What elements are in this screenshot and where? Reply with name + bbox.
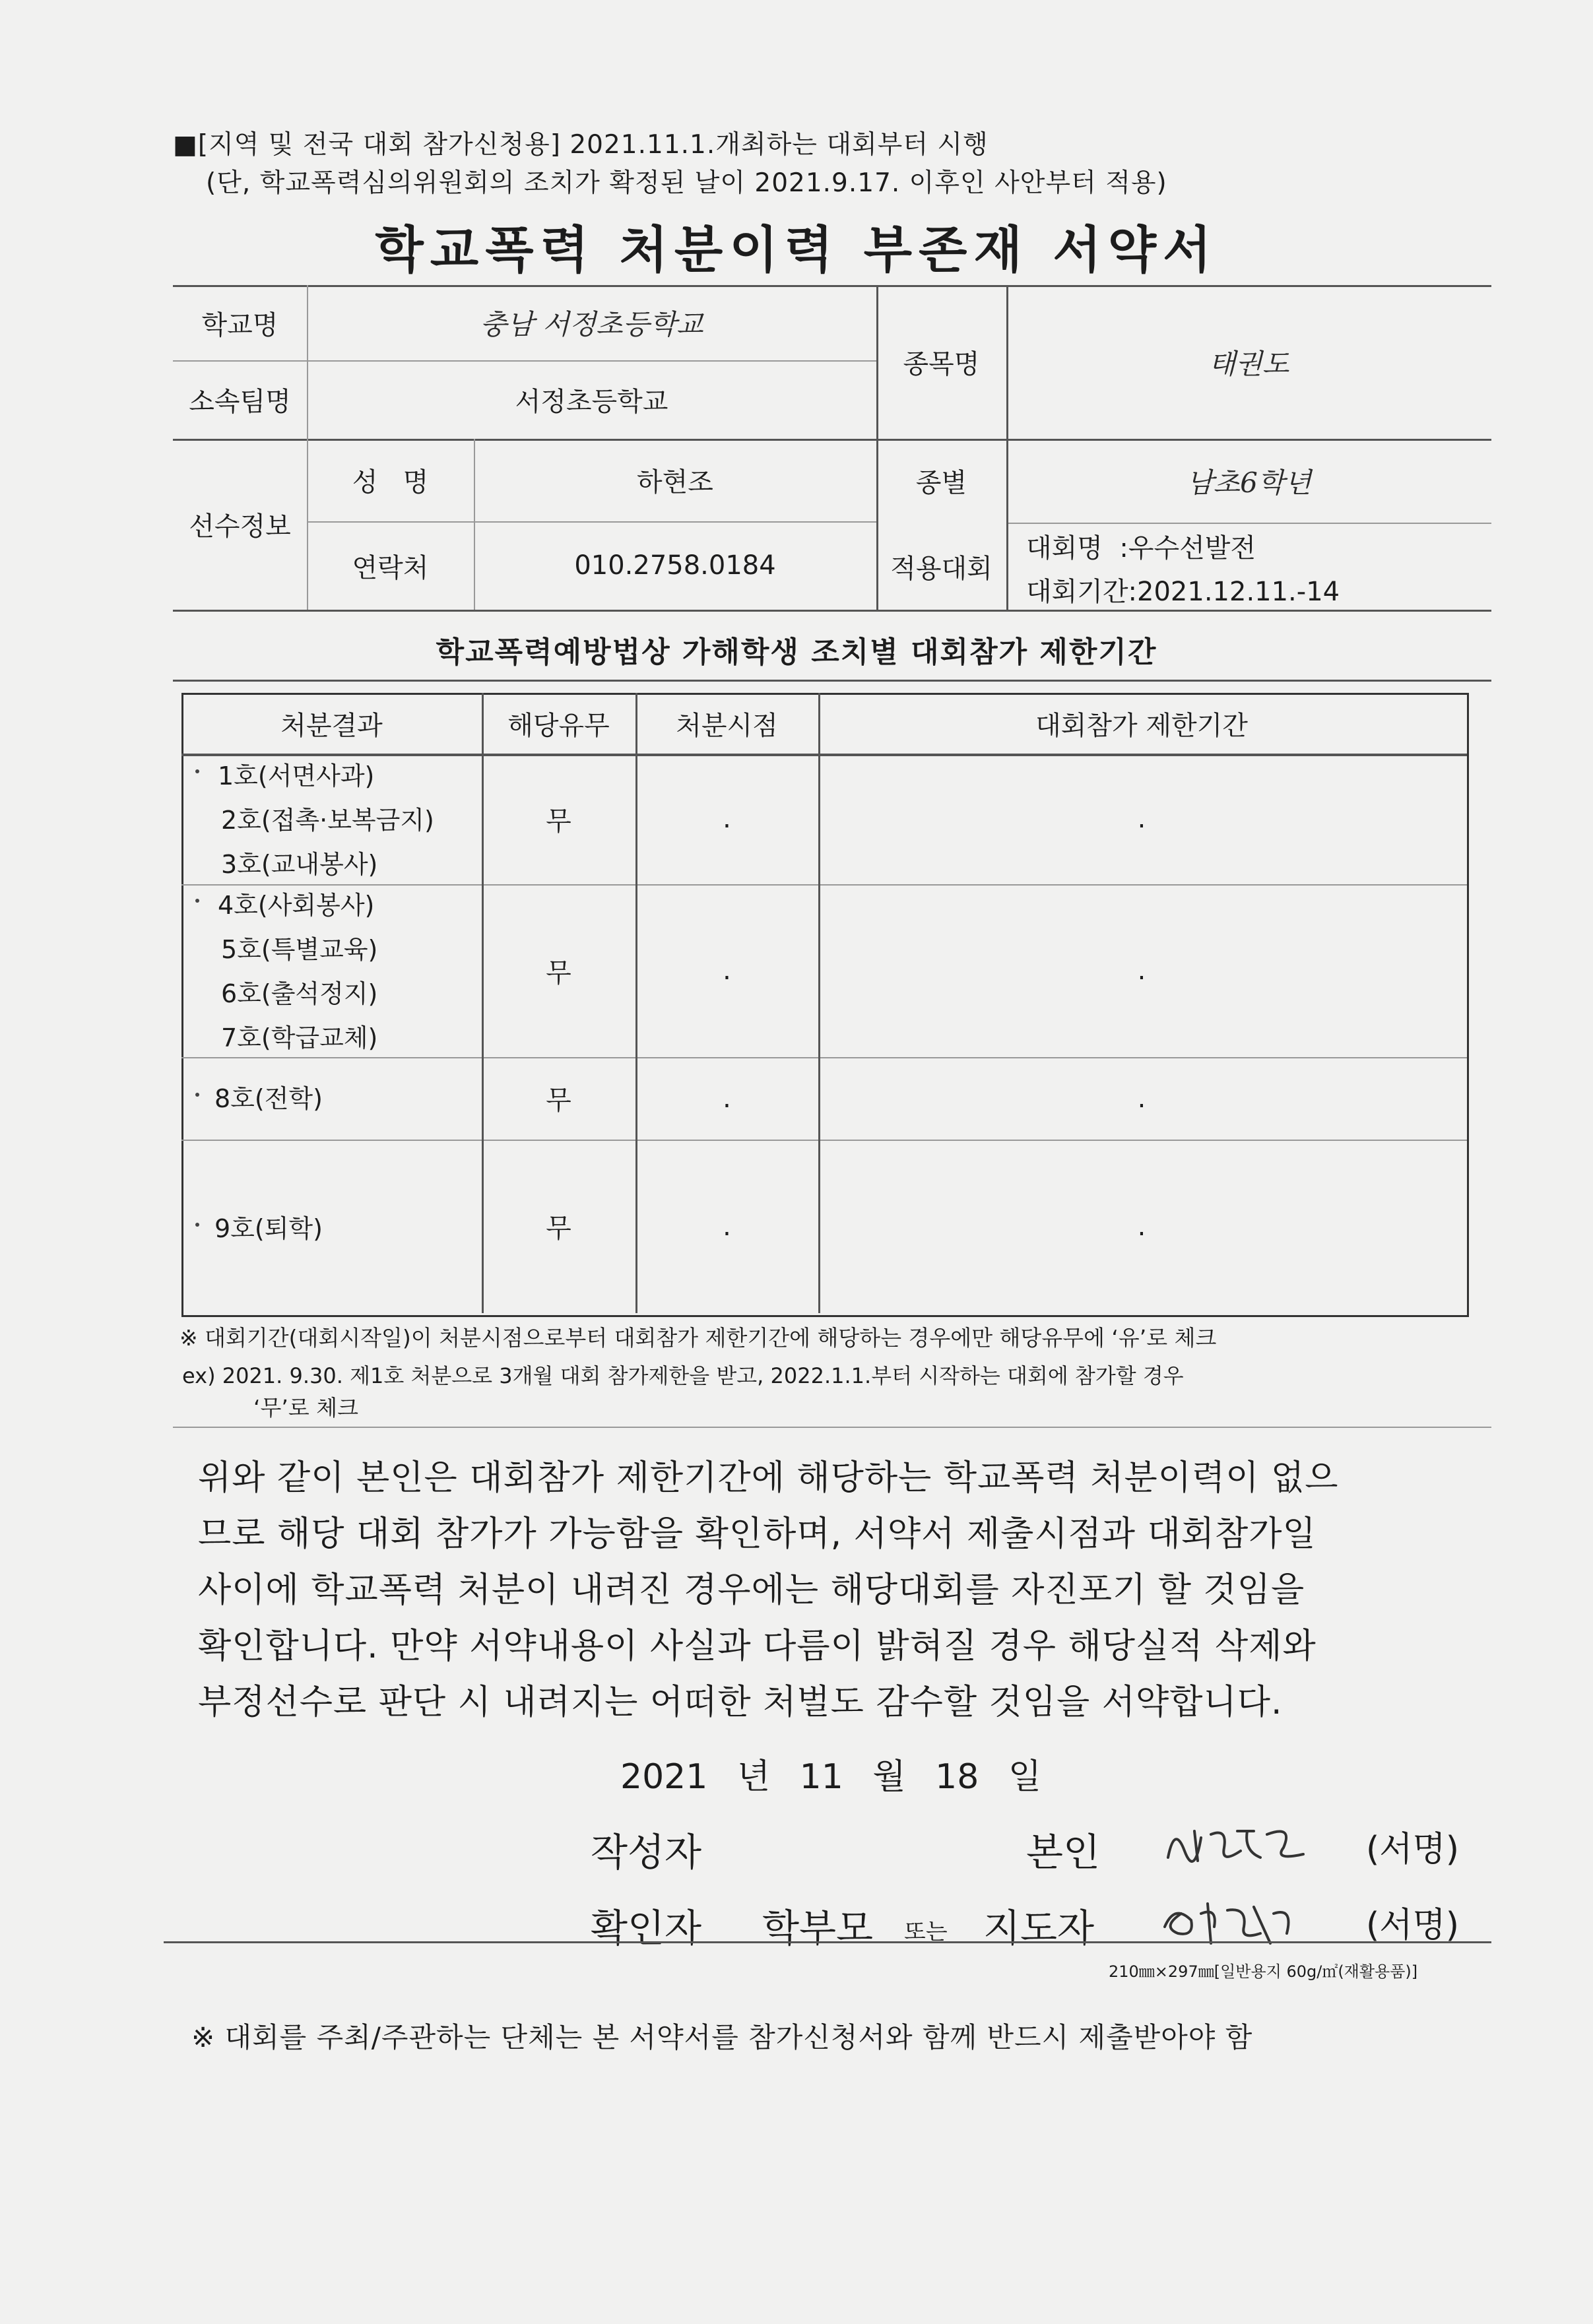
table-row-item: 5호(특별교육)	[221, 935, 378, 964]
self-signature-icon	[1161, 1811, 1313, 1877]
pledge-line: 사이에 학교폭력 처분이 내려진 경우에는 해당대회를 자진포기 할 것임을	[198, 1570, 1305, 1610]
period-value: .	[1137, 955, 1146, 986]
team-label: 소속팀명	[189, 387, 291, 417]
player-info-label: 선수정보	[189, 511, 291, 542]
time-value: .	[723, 1083, 731, 1114]
parent-label: 학부모	[762, 1906, 874, 1951]
footer-note: ※ 대회를 주최/주관하는 단체는 본 서약서를 참가신청서와 함께 반드시 제출받아야 함	[191, 2021, 1253, 2053]
applicable-value: 무	[546, 806, 571, 837]
table-row-item: 1호(서면사과)	[218, 761, 375, 791]
school-label: 학교명	[201, 309, 278, 340]
name-value: 하현조	[637, 467, 713, 498]
header-note-line1: ■[지역 및 전국 대회 참가신청용] 2021.11.1.개최하는 대회부터 시행	[173, 130, 989, 160]
paper-size-note: 210㎜×297㎜[일반용지 60g/㎡(재활용품)]	[1109, 1962, 1418, 1981]
pledge-line: 므로 해당 대회 참가가 가능함을 확인하며, 서약서 제출시점과 대회참가일	[198, 1514, 1317, 1554]
document-title: 학교폭력 처분이력 부존재 서약서	[375, 220, 1218, 279]
self-label: 본인	[1026, 1830, 1101, 1875]
name-label: 성 명	[352, 467, 429, 498]
table-row-item: 6호(출석정지)	[221, 979, 378, 1008]
self-sign-note: (서명)	[1366, 1830, 1460, 1869]
pledge-date	[620, 1749, 1041, 1798]
author-label: 작성자	[591, 1830, 702, 1875]
table-row-item: 7호(학급교체)	[221, 1023, 378, 1052]
date-month: 11	[799, 1757, 843, 1797]
coach-signature-icon	[1155, 1887, 1307, 1953]
applicable-value: 무	[546, 1213, 571, 1244]
period-value: .	[1137, 804, 1146, 834]
date-year: 2021	[620, 1757, 708, 1797]
header-note-line2: (단, 학교폭력심의위원회의 조치가 확정된 날이 2021.9.17. 이후인 사안부터 적용)	[206, 168, 1167, 198]
date-month-unit: 월	[872, 1757, 906, 1797]
team-value: 서정초등학교	[515, 387, 668, 417]
sport-label: 종목명	[903, 349, 980, 379]
time-value: .	[723, 1211, 731, 1242]
sport-value: 태권도	[1208, 347, 1289, 380]
category-label: 종별	[915, 468, 967, 498]
confirmer-label: 확인자	[591, 1906, 702, 1951]
or-label: 또는	[904, 1919, 948, 1945]
school-value: 충남 서정초등학교	[480, 308, 703, 340]
category-value: 남초6학년	[1186, 466, 1311, 499]
note-line3: ‘무’로 체크	[253, 1395, 358, 1421]
pledge-line: 위와 같이 본인은 대회참가 제한기간에 해당하는 학교폭력 처분이력이 없으	[198, 1458, 1339, 1498]
table-row-item: 2호(접촉·보복금지)	[221, 806, 434, 835]
period-value: .	[1137, 1211, 1146, 1242]
time-value: .	[723, 804, 731, 834]
table-row-item: 3호(교내봉사)	[221, 850, 378, 879]
header-time: 처분시점	[676, 710, 778, 741]
section-title: 학교폭력예방법상 가해학생 조치별 대회참가 제한기간	[436, 635, 1157, 669]
date-day: 18	[935, 1757, 979, 1797]
pledge-line: 부정선수로 판단 시 내려지는 어떠한 처벌도 감수할 것임을 서약합니다.	[198, 1683, 1283, 1722]
pledge-line: 확인합니다. 만약 서약내용이 사실과 다름이 밝혀질 경우 해당실적 삭제와	[198, 1627, 1317, 1666]
applicable-value: 무	[546, 957, 571, 988]
event-period: 대회기간:2021.12.11.-14	[1026, 576, 1340, 607]
header-applicable: 해당유무	[507, 710, 610, 741]
table-row-item: 4호(사회봉사)	[218, 891, 375, 920]
period-value: .	[1137, 1083, 1146, 1114]
contact-label: 연락처	[352, 552, 429, 583]
table-row-item: 9호(퇴학)	[214, 1214, 323, 1243]
date-day-unit: 일	[1008, 1757, 1042, 1797]
event-name: 대회명 :우수선발전	[1026, 533, 1256, 564]
table-row-item: 8호(전학)	[214, 1084, 323, 1113]
coach-sign-note: (서명)	[1366, 1906, 1460, 1945]
applicable-value: 무	[546, 1085, 571, 1116]
note-line1: ※ 대회기간(대회시작일)이 처분시점으로부터 대회참가 제한기간에 해당하는 경우에만 해당유무에 ‘유’로 체크	[179, 1325, 1217, 1351]
time-value: .	[723, 955, 731, 986]
header-period: 대회참가 제한기간	[1035, 710, 1248, 741]
event-label: 적용대회	[890, 553, 992, 584]
note-line2: ex) 2021. 9.30. 제1호 처분으로 3개월 대회 참가제한을 받고, 2022.1.1.부터 시작하는 대회에 참가할 경우	[182, 1363, 1184, 1388]
coach-label: 지도자	[983, 1906, 1095, 1951]
header-result: 처분결과	[280, 710, 383, 741]
contact-value: 010.2758.0184	[574, 550, 776, 581]
date-year-unit: 년	[736, 1757, 771, 1797]
